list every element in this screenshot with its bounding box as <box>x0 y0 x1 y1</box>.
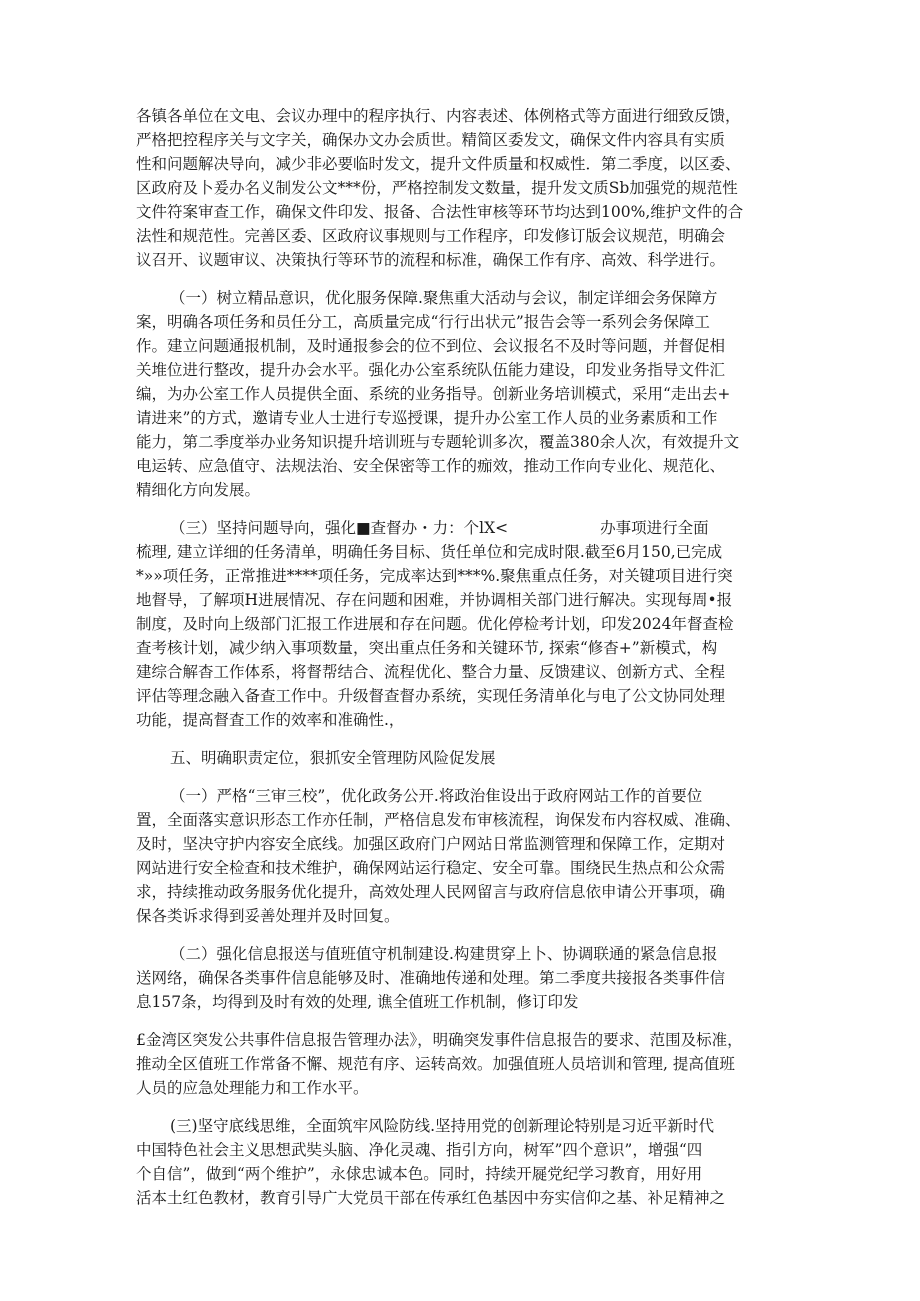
text-line: 区政府及卜爰办名义制发公文***份，严格控制发文数量，提升发文质Sb加强党的规范性 <box>136 179 738 197</box>
text-line: 能力，第二季度举办业务知识提升培训班与专题轮训多次，覆盖380余人次，有效提升文 <box>136 433 740 451</box>
text-line: 活本土红色教材，教育引导广大党员干部在传承红色基因中夯实信仰之基、补足精神之 <box>136 1189 726 1207</box>
text-line: （一）树立精品意识，优化服务保障.聚焦重大活动与会议，制定详细会务保障方 <box>170 289 718 307</box>
text-line: 网站进行安全检查和技术维护，确保网站运行稳定、安全可靠。围绕民生热点和公众需 <box>136 859 726 877</box>
text-line: 送网络，确保各类事件信息能够及时、准确地传递和处理。第二季度共接报各类事件信 <box>136 969 726 987</box>
paragraph-p4 <box>136 784 786 928</box>
paragraph-p5 <box>136 942 786 1014</box>
text-fragment: 办事项进行全面 <box>600 519 709 537</box>
paragraph-p3 <box>136 516 786 732</box>
text-line: 求，持续推动政务服务优化提升，高效处理人民网留言与政府信息依申请公开事项，确 <box>136 883 726 901</box>
text-line: 请进来”的方式，邀请专业人士进行专巡授课，提升办公室工作人员的业务素质和工作 <box>136 409 718 427</box>
text-line: 置，全面落实意识形态工作亦任制，严格信息发布审核流程，询保发布内容权威、准确、 <box>136 811 741 829</box>
text-line: 中国特色社会主义思想武奘头脑、净化灵魂、指引方向，树军”四个意识”，增强“四 <box>136 1141 703 1159</box>
text-line: 梳理, 建立详细的任务清单，明确任务目标、货任单位和完成时限.截至6月150,已完成 <box>136 543 723 561</box>
text-line: 编，为办公室工作人员提供全面、系统的业务指导。创新业务培训模式，采用“走出去+ <box>136 385 731 403</box>
text-line: 精细化方向发展。 <box>136 481 261 499</box>
text-line: 性和问题解决导向，减少非必要临时发文，提升文件质量和权威性．第二季度，以区委、 <box>136 155 741 173</box>
document-body <box>136 104 786 1224</box>
text-line: 法性和规范性。完善区委、区政府议事规则与工作程序，印发修订版会议规范，明确会 <box>136 227 726 245</box>
text-line: 议召开、议题审议、决策执行等环节的流程和标准，确保工作有序、高效、科学进行。 <box>136 251 726 269</box>
text-fragment: （三）坚持问题导向，强化■查督办・力：个lX< <box>170 519 509 537</box>
text-line: 严格把控程序关与文字关，确保办文办会质世。精简区委发文，确保文件内容具有实质 <box>136 131 726 149</box>
text-line: 地督导，了解项H进展情况、存在问题和困难，并协调相关部门进行解决。实现每周•报 <box>136 591 733 609</box>
text-line: 制度，及时向上级部门汇报工作进展和存在问题。优化停检考计划，印发2024年督查检 <box>136 615 734 633</box>
paragraph-p2 <box>136 286 786 502</box>
text-line: 案，明确各项任务和员任分工，高质量完成“行行出状元”报告会等一系列会务保障工 <box>136 313 710 331</box>
text-line: 查考核计划，减少纳入事项数量，突出重点任务和关键环节, 探索“修杳+”新模式，构 <box>136 639 718 657</box>
text-line: 推动全区值班工作常备不懈、规范有序、运转高效。加强值班人员培训和管理, 提高值班 <box>136 1055 735 1073</box>
paragraph-p1 <box>136 104 786 272</box>
text-line: 各镇各单位在文电、会议办理中的程序执行、内容表述、体例格式等方面进行细致反馈， <box>136 107 741 125</box>
text-line: 功能，提高督査工作的效率和准确性.， <box>136 711 405 729</box>
text-line: （二）强化信息报送与值班值守机制建设.构建贯穿上卜、协调联通的紧急信息报 <box>170 945 718 963</box>
text-line: 评估等理念融入备查工作中。升级督查督办系统，实现任务清单化与电了公文协同处理 <box>136 687 726 705</box>
text-line: £金湾区突发公共事件信息报告管理办法》，明确突发事件信息报告的要求、范围及标准， <box>136 1031 743 1049</box>
text-line-split <box>136 516 786 540</box>
text-line: 电运转、应急值守、法规法治、安全保密等工作的痂效，推动工作向专业化、规范化、 <box>136 457 726 475</box>
paragraph-p6 <box>136 1028 786 1100</box>
text-line: （一）严格“三审三校”，优化政务公开.将政治隹设出于政府网站工作的首要位 <box>170 787 703 805</box>
text-line: (三)坚守底线思维，全面筑牢风险防线.坚持用党的创新理论特别是习近平新时代 <box>170 1117 715 1135</box>
text-line: 个自信”，做到“两个维护”，永俅忠诚本色。同时，持续开屣党纪学习教育，用好用 <box>136 1165 703 1183</box>
text-line: 关堆位进行整改，提升办会水平。强化办公室系统队伍能力建设，印发业务指导文件汇 <box>136 361 726 379</box>
text-line: 及时，坚决守护内容安全底线。加强区政府门户网站日常监测管理和保障工作，定期对 <box>136 835 726 853</box>
section-heading: 五、明确职责定位，狠抓安全管理防风险促发展 <box>170 749 496 767</box>
text-line: 保各类诉求得到妥善处理并及时回复。 <box>136 907 400 925</box>
text-line: *»»项任务，正常推进****项任务，完成率达到***%.聚焦重点任务，对关键项目进行突 <box>136 567 733 585</box>
text-line: 建综合解杳工作体系，将督帮结合、流程优化、整合力量、反馈建议、创新方式、全程 <box>136 663 726 681</box>
text-line: 作。建立问题通报机制，及时通报参会的位不到位、会议报名不及时等问题，并督促相 <box>136 337 726 355</box>
text-line: 文件符案审查工作，确保文件印发、报备、合法性审核等环节均达到100%,维护文件的合 <box>136 203 744 221</box>
paragraph-p7 <box>136 1114 786 1210</box>
text-line: 人员的应急处理能力和工作水平。 <box>136 1079 369 1097</box>
text-line: 息157条，均得到及时有效的处理, 谯全值班工作机制，修订印发 <box>136 993 579 1011</box>
